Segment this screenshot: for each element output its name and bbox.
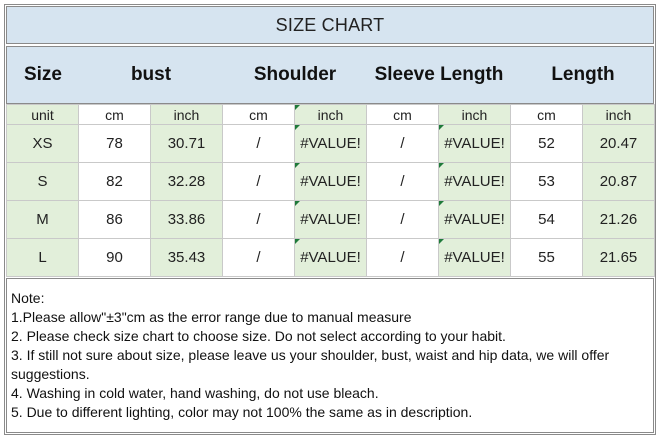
cell-text: 86	[106, 211, 123, 228]
table-cell	[223, 163, 295, 201]
table-cell	[439, 125, 511, 163]
cell-text: M	[36, 211, 49, 228]
cell-text: /	[400, 135, 405, 152]
cell-text: cm	[249, 106, 268, 123]
size-table	[6, 104, 655, 277]
cell-text: #VALUE!	[444, 249, 505, 266]
cell-text: 54	[538, 211, 555, 228]
table-cell	[151, 239, 223, 277]
cell-text: #VALUE!	[300, 135, 361, 152]
note-4: 4. Washing in cold water, hand washing, do not use bleach.	[11, 385, 379, 401]
notes-box	[6, 278, 654, 433]
table-cell	[511, 125, 583, 163]
cell-text: 35.43	[167, 249, 206, 266]
header-row	[6, 46, 654, 104]
cell-text: 21.26	[599, 211, 638, 228]
unit-cell	[367, 105, 439, 125]
cell-text: /	[256, 211, 261, 228]
cell-marker-icon	[439, 125, 444, 130]
table-cell	[439, 239, 511, 277]
cell-marker-icon	[295, 105, 300, 110]
cell-text: 20.47	[599, 135, 638, 152]
cell-text: 82	[106, 173, 123, 190]
cell-text: #VALUE!	[300, 249, 361, 266]
table-cell	[511, 239, 583, 277]
table-cell	[7, 163, 79, 201]
table-cell	[367, 201, 439, 239]
cell-text: /	[400, 211, 405, 228]
table-cell	[583, 163, 655, 201]
unit-cell	[439, 105, 511, 125]
table-cell	[7, 125, 79, 163]
cell-marker-icon	[295, 239, 300, 244]
table-cell	[7, 201, 79, 239]
table-cell	[583, 125, 655, 163]
table-cell	[79, 239, 151, 277]
cell-text: unit	[31, 106, 54, 123]
table-cell	[151, 163, 223, 201]
table-cell	[223, 239, 295, 277]
cell-text: 90	[106, 249, 123, 266]
table-cell	[79, 201, 151, 239]
header-shoulder: Shoulder	[253, 64, 337, 85]
cell-text: 33.86	[167, 211, 206, 228]
notes-heading: Note:	[11, 290, 45, 306]
table-cell	[583, 201, 655, 239]
size-row	[7, 239, 655, 277]
table-cell	[223, 125, 295, 163]
table-cell	[295, 239, 367, 277]
cell-text: 30.71	[167, 135, 206, 152]
cell-marker-icon	[295, 201, 300, 206]
unit-cell	[7, 105, 79, 125]
table-cell	[295, 201, 367, 239]
table-cell	[439, 163, 511, 201]
size-row	[7, 125, 655, 163]
cell-text: 78	[106, 135, 123, 152]
cell-text: /	[256, 135, 261, 152]
unit-cell	[223, 105, 295, 125]
table-cell	[295, 125, 367, 163]
cell-text: #VALUE!	[444, 135, 505, 152]
cell-marker-icon	[295, 163, 300, 168]
chart-title: SIZE CHART	[6, 6, 654, 44]
table-cell	[511, 201, 583, 239]
cell-text: 55	[538, 249, 555, 266]
cell-text: inch	[605, 106, 632, 123]
cell-marker-icon	[439, 239, 444, 244]
header-length: Length	[551, 64, 615, 85]
note-5: 5. Due to different lighting, color may not 100% the same as in description.	[11, 404, 473, 420]
cell-text: #VALUE!	[300, 173, 361, 190]
cell-text: /	[256, 249, 261, 266]
note-3: 3. If still not sure about size, please leave us your shoulder, bust, waist and hip data, we will offer suggestions.	[11, 347, 610, 382]
note-2: 2. Please check size chart to choose size. Do not select according to your habit.	[11, 328, 506, 344]
cell-text: S	[37, 173, 48, 190]
table-cell	[583, 239, 655, 277]
unit-cell	[79, 105, 151, 125]
cell-text: /	[256, 173, 261, 190]
cell-text: cm	[537, 106, 556, 123]
table-cell	[151, 125, 223, 163]
cell-text: inch	[173, 106, 200, 123]
unit-cell	[583, 105, 655, 125]
table-cell	[367, 239, 439, 277]
cell-marker-icon	[439, 163, 444, 168]
cell-text: 20.87	[599, 173, 638, 190]
cell-text: L	[38, 249, 47, 266]
table-cell	[439, 201, 511, 239]
cell-text: inch	[317, 106, 344, 123]
table-cell	[151, 201, 223, 239]
table-cell	[295, 163, 367, 201]
table-cell	[79, 163, 151, 201]
unit-cell	[295, 105, 367, 125]
cell-text: XS	[32, 135, 53, 152]
table-cell	[367, 125, 439, 163]
table-cell	[7, 239, 79, 277]
unit-cell	[151, 105, 223, 125]
cell-text: 52	[538, 135, 555, 152]
cell-text: 32.28	[167, 173, 206, 190]
unit-row	[7, 105, 655, 125]
cell-text: inch	[461, 106, 488, 123]
table-cell	[367, 163, 439, 201]
header-bust: bust	[130, 64, 172, 85]
cell-text: #VALUE!	[444, 211, 505, 228]
cell-text: 21.65	[599, 249, 638, 266]
cell-text: cm	[393, 106, 412, 123]
size-row	[7, 163, 655, 201]
cell-text: #VALUE!	[300, 211, 361, 228]
cell-text: #VALUE!	[444, 173, 505, 190]
table-cell	[223, 201, 295, 239]
cell-marker-icon	[295, 125, 300, 130]
header-sleeve-length: Sleeve Length	[374, 64, 504, 85]
table-cell	[79, 125, 151, 163]
table-cell	[511, 163, 583, 201]
cell-text: /	[400, 249, 405, 266]
cell-marker-icon	[439, 201, 444, 206]
size-row	[7, 201, 655, 239]
unit-cell	[511, 105, 583, 125]
cell-text: 53	[538, 173, 555, 190]
cell-text: cm	[105, 106, 124, 123]
header-size: Size	[23, 64, 63, 85]
cell-text: /	[400, 173, 405, 190]
note-1: 1.Please allow"±3"cm as the error range due to manual measure	[11, 309, 412, 325]
